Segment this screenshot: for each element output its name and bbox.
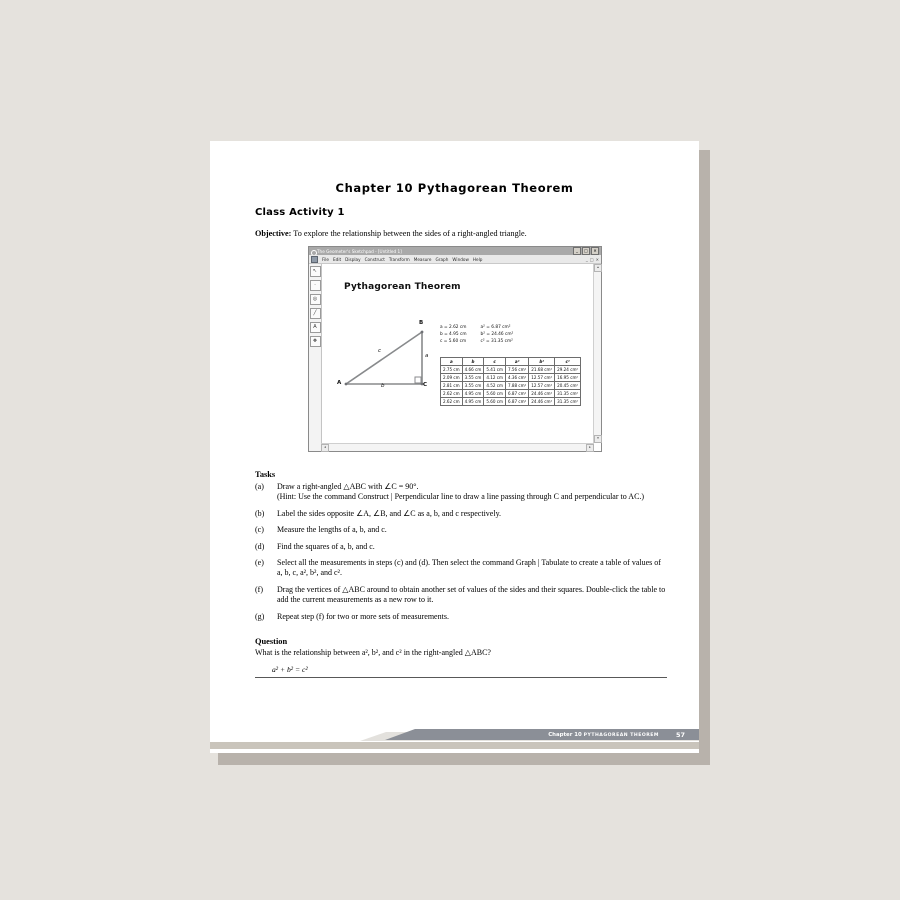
cell: 2.09 cm <box>441 374 463 382</box>
menu-item-help[interactable]: Help <box>472 256 483 262</box>
sketchpad-body <box>309 264 601 451</box>
cell: 3.55 cm <box>462 382 484 390</box>
menu-item-transform[interactable]: Transform <box>388 256 410 262</box>
task-text: Select all the measurements in steps (c) and (d). Then select the command Graph | Tabulate to create a table of values of a, b, c, a², b², and c². <box>277 557 661 578</box>
cell: 20.45 cm² <box>555 382 581 390</box>
cell: 7.56 cm² <box>505 366 528 374</box>
table-row[interactable] <box>441 374 581 382</box>
footer-strip <box>210 742 699 749</box>
task-item-g <box>255 612 667 622</box>
task-text <box>277 482 667 503</box>
cell: 5.60 cm <box>484 398 506 406</box>
document-window-buttons <box>586 257 599 262</box>
cell: 4.66 cm <box>462 366 484 374</box>
cell: 5.60 cm <box>484 390 506 398</box>
task-text: Measure the lengths of a, b, and c. <box>277 525 387 535</box>
task-text: Repeat step (f) for two or more sets of measurements. <box>277 611 449 621</box>
cell: 7.88 cm² <box>505 382 528 390</box>
cell: 5.41 cm <box>484 366 506 374</box>
table-row[interactable] <box>441 366 581 374</box>
cell: 4.95 cm <box>462 390 484 398</box>
cell: 31.35 cm² <box>555 390 581 398</box>
cell: 4.95 cm <box>462 398 484 406</box>
textbook-page <box>210 141 699 753</box>
cell: 3.55 cm <box>462 374 484 382</box>
task-tag: (d) <box>255 541 265 551</box>
vertex-label-b: B <box>419 320 424 326</box>
task-item-b <box>255 509 667 519</box>
footer-chapter-number: Chapter 10 <box>548 732 582 738</box>
task-item-e <box>255 558 667 579</box>
side-label-a: a <box>425 353 429 359</box>
task-tag: (g) <box>255 611 265 621</box>
tasks-heading: Tasks <box>255 470 276 479</box>
question-heading: Question <box>255 637 288 646</box>
task-tag: (e) <box>255 557 264 567</box>
document-icon <box>311 256 318 263</box>
footer-chapter-name: PYTHAGOREAN THEOREM <box>583 733 659 738</box>
question-answer: a² + b² = c² <box>272 665 308 674</box>
window-button-group <box>573 247 600 255</box>
doc-minimize-icon[interactable]: _ <box>585 256 588 262</box>
measurement-a[interactable]: a = 2.62 cm <box>440 325 467 330</box>
cell: 24.46 cm² <box>529 390 555 398</box>
doc-restore-icon[interactable]: □ <box>589 256 594 262</box>
point-tool-icon[interactable]: · <box>310 280 321 291</box>
objective-label: Objective: <box>255 229 292 238</box>
task-hint: (Hint: Use the command Construct | Perpendicular line to draw a line passing through C and perpendicular to AC.) <box>277 492 645 502</box>
objective-line <box>255 229 655 239</box>
tasks-list <box>255 482 667 628</box>
cell: 29.24 cm² <box>555 366 581 374</box>
sketchpad-canvas[interactable] <box>322 264 601 451</box>
col-header-b-squared: b² <box>529 358 555 366</box>
menu-item-construct[interactable]: Construct <box>364 256 385 262</box>
task-item-c <box>255 525 667 535</box>
menu-item-display[interactable]: Display <box>345 256 361 262</box>
cell: 24.46 cm² <box>529 398 555 406</box>
menu-item-file[interactable]: File <box>322 256 330 262</box>
compass-circle-tool-icon[interactable]: ◎ <box>310 294 321 305</box>
cell: 12.57 cm² <box>529 374 555 382</box>
task-tag: (b) <box>255 508 265 518</box>
tabulate-table[interactable] <box>440 357 581 406</box>
cell: 6.87 cm² <box>505 390 528 398</box>
cell: 4.12 cm <box>484 374 506 382</box>
col-header-a-squared: a² <box>505 358 528 366</box>
table-row[interactable] <box>441 398 581 406</box>
triangle-figure[interactable] <box>336 312 440 402</box>
scroll-left-icon[interactable]: ◂ <box>321 444 329 452</box>
minimize-icon[interactable]: _ <box>573 247 581 255</box>
cell: 16.95 cm² <box>555 374 581 382</box>
vertical-scrollbar[interactable] <box>593 264 601 443</box>
task-item-f <box>255 585 667 606</box>
cell: 6.87 cm² <box>505 398 528 406</box>
col-header-c-squared: c² <box>555 358 581 366</box>
custom-tool-icon[interactable]: ❖ <box>310 336 321 347</box>
task-tag: (f) <box>255 584 263 594</box>
task-tag: (a) <box>255 482 264 491</box>
table-header-row <box>441 358 581 366</box>
canvas-heading-text[interactable]: Pythagorean Theorem <box>344 282 461 292</box>
task-text: Label the sides opposite ∠A, ∠B, and ∠C as a, b, and c respectively. <box>277 508 502 518</box>
task-item-d <box>255 542 667 552</box>
measurement-c-squared[interactable]: c² = 31.35 cm² <box>480 339 513 344</box>
horizontal-scrollbar[interactable] <box>321 443 594 451</box>
cell: 2.62 cm <box>441 398 463 406</box>
menu-item-graph[interactable]: Graph <box>435 256 449 262</box>
scroll-down-icon[interactable]: ▾ <box>594 435 602 443</box>
sketchpad-titlebar[interactable] <box>309 247 601 255</box>
cell: 31.35 cm² <box>555 398 581 406</box>
scroll-right-icon[interactable]: ▸ <box>586 444 594 452</box>
page-number: 57 <box>675 731 685 739</box>
measurement-a-squared[interactable]: a² = 6.87 cm² <box>480 325 511 330</box>
cell: 4.36 cm² <box>505 374 528 382</box>
task-tag: (c) <box>255 525 264 535</box>
vertex-label-a: A <box>337 380 342 386</box>
task-item-a <box>255 482 667 503</box>
selection-arrow-tool-icon[interactable]: ↖ <box>310 266 321 277</box>
activity-title: Class Activity 1 <box>255 207 345 218</box>
measurement-list[interactable] <box>440 324 513 345</box>
cell: 2.75 cm <box>441 366 463 374</box>
side-label-c: c <box>378 348 382 354</box>
text-tool-icon[interactable]: A <box>310 322 321 333</box>
sketchpad-window <box>308 246 602 452</box>
task-main: Draw a right-angled △ABC with ∠C = 90°. <box>277 482 419 491</box>
cell: 2.81 cm <box>441 382 463 390</box>
sketchpad-menubar <box>309 255 601 264</box>
cell: 2.62 cm <box>441 390 463 398</box>
answer-rule <box>255 677 667 678</box>
footer-chapter-label <box>548 732 659 738</box>
table-row[interactable] <box>441 390 581 398</box>
vertex-label-c: C <box>423 382 428 388</box>
page-title: Chapter 10 Pythagorean Theorem <box>335 181 574 195</box>
close-icon[interactable]: ✕ <box>591 247 599 255</box>
task-text: Drag the vertices of △ABC around to obtain another set of values of the sides and their squares. Double-click the table to add the current measurements as a new row to it. <box>277 584 666 605</box>
scroll-up-icon[interactable]: ▴ <box>594 264 602 272</box>
cell: 21.68 cm² <box>529 366 555 374</box>
question-text: What is the relationship between a², b², and c² in the right-angled △ABC? <box>255 648 491 657</box>
measurement-b[interactable]: b = 4.95 cm <box>440 332 467 337</box>
menu-item-measure[interactable]: Measure <box>413 256 432 262</box>
measurement-b-squared[interactable]: b² = 24.46 cm² <box>480 332 514 337</box>
col-header-a: a <box>441 358 463 366</box>
task-text: Find the squares of a, b, and c. <box>277 541 375 551</box>
table-row[interactable] <box>441 382 581 390</box>
col-header-c: c <box>484 358 506 366</box>
objective-text: To explore the relationship between the sides of a right-angled triangle. <box>293 229 527 238</box>
col-header-b: b <box>462 358 484 366</box>
straightedge-tool-icon[interactable]: ╱ <box>310 308 321 319</box>
page-footer <box>210 721 699 753</box>
measurement-c[interactable]: c = 5.60 cm <box>440 339 467 344</box>
maximize-icon[interactable]: □ <box>582 247 590 255</box>
cell: 12.57 cm² <box>529 382 555 390</box>
side-label-b: b <box>381 383 385 389</box>
sketchpad-window-title: The Geometer's Sketchpad - [Untitled 1] <box>310 249 402 254</box>
doc-close-icon[interactable]: ✕ <box>595 256 599 262</box>
menu-item-edit[interactable]: Edit <box>333 256 342 262</box>
sketchpad-toolbox <box>309 264 322 451</box>
menu-item-window[interactable]: Window <box>452 256 469 262</box>
cell: 4.52 cm <box>484 382 506 390</box>
